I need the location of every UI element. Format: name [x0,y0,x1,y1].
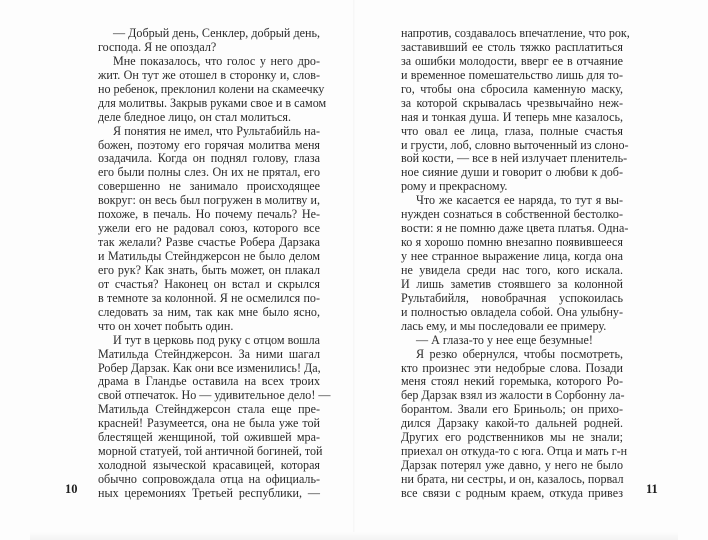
text-line: и временное помешательство лишь для то- [401,67,623,82]
text-line: бер Дарзак взял из жалости в Сорбонну ла- [401,388,625,403]
text-line: ни брата, ни сестры, и он, казалось, порвал [401,472,624,486]
text-line: ная и тонкая душа. И теперь мне казалось, [401,109,623,124]
text-line: господа. Я не опоздал? [98,39,217,54]
text-line: ных церемониях Третьей республики, — [98,485,320,500]
text-line: кто произнес эти недобрые слова. Позади [401,360,623,375]
text-line: дился Дарзаку какой-то дальней родней. [401,416,623,431]
text-line: озадачила. Когда он поднял голову, глаза [98,151,320,166]
text-line: что он хочет побыть один. [98,318,234,333]
text-line: ное сияние души и говорит о любви к доб- [401,165,623,180]
text-line: лась ему, и мы последовали ее примеру. [401,318,607,333]
text-line: и грусти, лоб, словно выточенный из слоно- [401,137,629,152]
text-line: в темноте за колонной. Я не осмелился по- [98,290,320,305]
text-line: И лишь заметив стоявшего за колонной [401,276,623,291]
text-line: холодной языческой красавицей, которая [98,458,320,473]
page-bottom-edge [30,532,678,540]
text-line: за которой скрывалась чрезвычайно неж- [401,95,623,110]
text-line: что овал ее лица, глаза, полные счастья [401,123,623,138]
text-line: ужели его не радовал союз, которого все [98,221,320,236]
text-line: следовать за ним, так как мне было ясно, [98,304,320,319]
text-line: Других его родственников мы не знали; [401,430,623,445]
text-line: меня стоял некий горемыка, которого Ро- [401,374,623,389]
left-page-text [98,26,331,501]
text-line: ко я хорошо помню внезапно появившееся [401,235,623,250]
text-line: Мне показалось, что голос у него дро- [113,53,320,68]
text-line: Я резко обернулся, чтобы посмотреть, [416,346,623,361]
text-line: совершенно не занимало происходящее [98,179,320,194]
text-line: свой отпечаток. Но — удивительное дело! — [98,388,331,403]
text-line: его были полны слез. Он их не прятал, его [98,165,320,180]
text-line: блестящей женщиной, той ожившей мра- [98,430,320,445]
text-line: Матильда Стейнджерсон. За ними шагал [98,346,320,361]
text-line: Я понятия не имел, что Рультабийль на- [113,123,320,138]
text-line: красней! Разумеется, она не была уже той [98,416,320,431]
text-line: морной статуей, той античной богиней, той [98,444,323,459]
text-line: Дарзак потерял уже давно, у него не было [401,458,623,473]
text-line: для молитвы. Закрыв руками свое и в самом [98,95,327,110]
text-line: и полностью овладела собой. Она улыбну- [401,304,623,319]
text-line: похоже, в печаль. Но почему печаль? Не- [98,207,320,222]
text-line: — А глаза-то у нее еще безумные! [416,332,593,347]
text-line: — Добрый день, Сенклер, добрый день, [113,26,320,40]
text-line: не увидела среди нас того, кого искала. [401,262,623,277]
text-line: Робер Дарзак. Как они все изменились! Да, [98,360,321,375]
text-line: за ошибки молодости, вверг ее в отчаяние [401,53,623,68]
text-line: приехал он откуда-то с юга. Отца и мать г-н [401,444,628,459]
text-line: божен, поэтому его горячая молитва меня [98,137,320,152]
text-line: от счастья? Наконец он встал и скрылся [98,276,320,291]
text-line: И тут в церковь под руку с отцом вошла [113,332,320,347]
page-gutter [353,0,355,540]
text-line: так желали? Разве счастье Робера Дарзака [98,235,320,250]
text-line: жит. Он тут же отошел в сторонку и, слов- [98,67,320,82]
right-page-text [401,26,630,501]
text-line: деле бледное лицо, он стал молиться. [98,109,292,124]
text-line: все связи с родным краем, откуда привез [401,485,623,500]
text-line: вой кости, — все в ней излучает пленитель- [401,151,628,166]
text-line: нужден сознаться в собственной бестолко- [401,207,623,222]
text-line: его рук? Как знать, быть может, он плакал [98,262,320,277]
text-line: у нее странное выражение лица, когда она [401,249,623,263]
text-line: го, чтобы она сбросила каменную маску, [401,81,623,96]
text-line: Рультабийля, новобрачная успокоилась [401,290,623,305]
text-line: вости: я не помню даже цвета платья. Одна- [401,221,629,236]
text-line: драма в Гландье оставила на всех троих [98,374,320,389]
left-page-number: 10 [65,482,78,496]
text-line: и Матильды Стейнджерсон не было делом [98,249,320,263]
text-line: вокруг: он весь был погружен в молитву и, [98,193,320,208]
text-line: напротив, создавалось впечатление, что рок, [401,26,630,40]
text-line: заставивший ее столь тяжко расплатиться [401,39,623,54]
text-line: обычно сопровождала отца на официаль- [98,472,320,486]
text-line: Что же касается ее наряда, то тут я вы- [416,193,623,208]
text-line: Матильда Стейнджерсон стала еще пре- [98,402,320,417]
text-line: борантом. Звали его Бриньоль; он прихо- [401,402,623,417]
right-page-number: 11 [646,482,658,496]
text-line: рому и прекрасному. [401,179,508,194]
text-line: но ребенок, преклонил колени на скамеечку [98,81,325,96]
